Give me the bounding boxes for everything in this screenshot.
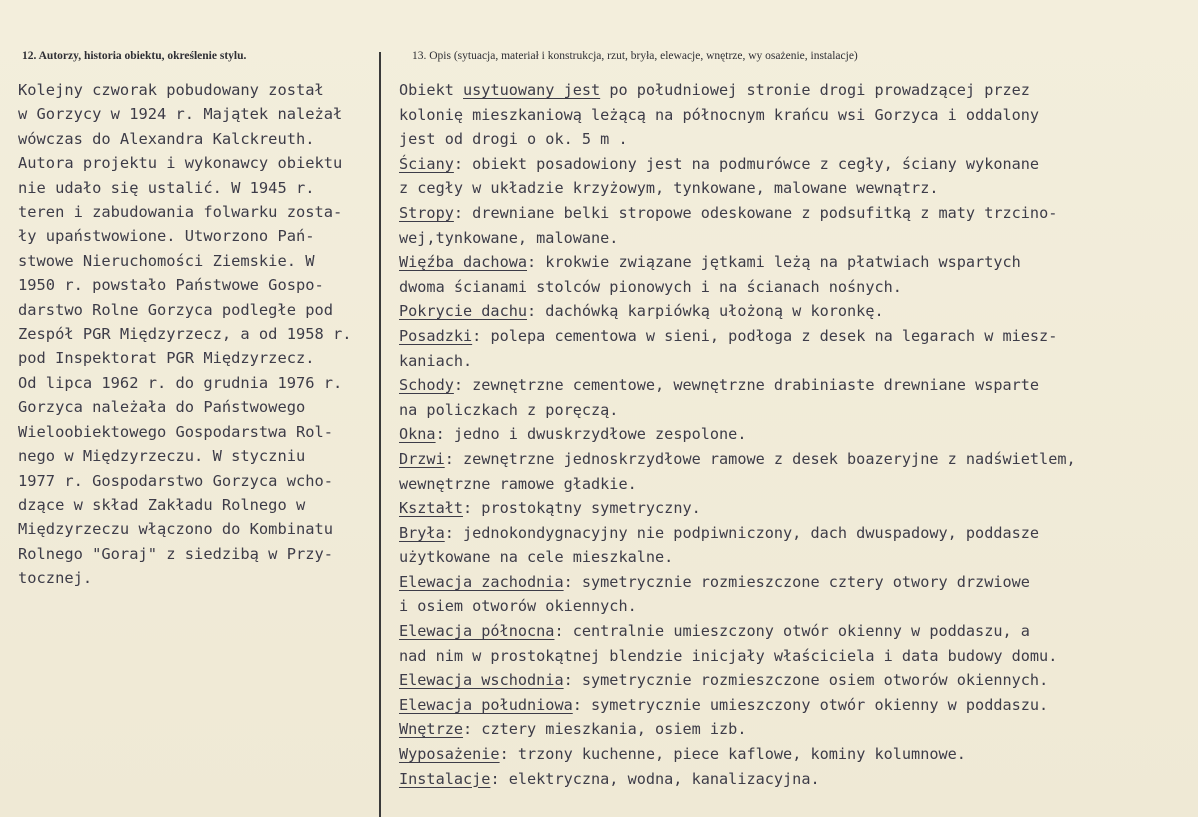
- description-line: [399, 742, 1189, 767]
- column-divider: [379, 52, 381, 817]
- entry-term: Instalacje: [399, 769, 491, 788]
- entry-text: : krokwie związane jętkami leżą na płatwiach wspartych: [527, 253, 1021, 272]
- history-line: Zespół PGR Międzyrzecz, a od 1958 r.: [18, 325, 352, 344]
- entry-text: i osiem otworów okiennych.: [399, 597, 637, 616]
- left-column-header: 12. Autorzy, historia obiektu, określenie stylu.: [22, 50, 247, 62]
- description-line: [399, 349, 1189, 374]
- entry-text: jest od drogi o ok. 5 m .: [399, 130, 628, 149]
- entry-text: po południowej stronie drogi prowadzącej przez: [600, 81, 1030, 99]
- description-entry: [399, 570, 1189, 619]
- description-line: [399, 127, 1189, 152]
- entry-text: : symetrycznie rozmieszczone cztery otwory drzwiowe: [563, 572, 1030, 591]
- description-line: [399, 398, 1189, 423]
- history-line: Od lipca 1962 r. do grudnia 1976 r.: [18, 373, 343, 392]
- description-line: [399, 152, 1189, 177]
- history-line: Autora projektu i wykonawcy obiektu: [18, 154, 343, 173]
- description-line: [399, 594, 1189, 619]
- description-line: [399, 668, 1189, 693]
- entry-text: na policzkach z poręczą.: [399, 400, 619, 419]
- description-line: [399, 570, 1189, 595]
- entry-term: Elewacja zachodnia: [399, 572, 564, 591]
- description-line: [399, 767, 1189, 792]
- description-text: [399, 78, 1189, 791]
- entry-term: Pokrycie dachu: [399, 302, 528, 321]
- description-line: [399, 717, 1189, 742]
- description-line: [399, 545, 1189, 570]
- history-text: [18, 78, 376, 591]
- description-entry: [399, 521, 1189, 570]
- description-line: [399, 299, 1189, 324]
- entry-term: Posadzki: [399, 326, 473, 345]
- right-column-header: 13. Opis (sytuacja, materiał i konstrukcja, rzut, bryła, elewacje, wnętrze, wy osażenie, instalacje): [412, 50, 858, 62]
- description-line: [399, 78, 1189, 103]
- history-line: stwowe Nieruchomości Ziemskie. W: [18, 251, 315, 270]
- entry-text: kolonię mieszkaniową leżącą na północnym krańcu wsi Gorzyca i oddalony: [399, 105, 1040, 124]
- entry-text: : prostokątny symetryczny.: [463, 499, 701, 518]
- description-entry: [399, 299, 1189, 324]
- entry-text: : trzony kuchenne, piece kaflowe, kominy kolumnowe.: [499, 745, 966, 764]
- description-line: [399, 275, 1189, 300]
- history-line: Wieloobiektowego Gospodarstwa Rol-: [18, 422, 334, 441]
- history-line: teren i zabudowania folwarku zosta-: [18, 203, 343, 222]
- entry-term: Schody: [399, 376, 454, 395]
- history-line: 1950 r. powstało Państwowe Gospo-: [18, 276, 324, 295]
- history-line: tocznej.: [18, 569, 93, 588]
- history-line: Gorzyca należała do Państwowego: [18, 398, 306, 417]
- entry-term: Więźba dachowa: [399, 253, 528, 272]
- description-entry: [399, 373, 1189, 422]
- entry-term: Elewacja południowa: [399, 695, 573, 714]
- description-line: [399, 250, 1189, 275]
- entry-text: dwoma ścianami stolców pionowych i na ścianach nośnych.: [399, 277, 902, 296]
- entry-text: : symetrycznie umieszczony otwór okienny w poddaszu.: [572, 695, 1049, 714]
- description-line: [399, 373, 1189, 398]
- description-line: [399, 103, 1189, 128]
- history-line: darstwo Rolne Gorzyca podległe pod: [18, 300, 334, 319]
- description-entry: [399, 693, 1189, 718]
- history-line: Rolnego "Goraj" z siedzibą w Przy-: [18, 544, 334, 563]
- entry-text: : elektryczna, wodna, kanalizacyjna.: [490, 769, 820, 788]
- entry-term: Bryła: [399, 523, 445, 542]
- description-line: [399, 693, 1189, 718]
- entry-term: Ściany: [399, 154, 454, 173]
- description-line: [399, 226, 1189, 251]
- description-line: [399, 521, 1189, 546]
- entry-term: Wyposażenie: [399, 745, 500, 764]
- entry-text: : centralnie umieszczony otwór okienny w poddaszu, a: [554, 622, 1030, 641]
- entry-text: wewnętrzne ramowe gładkie.: [399, 474, 637, 493]
- description-line: [399, 447, 1189, 472]
- entry-term: Drzwi: [399, 449, 445, 468]
- description-entry: [399, 619, 1189, 668]
- entry-prefix: Obiekt: [399, 81, 464, 99]
- description-entry: [399, 201, 1189, 250]
- entry-text: : jedno i dwuskrzydłowe zespolone.: [435, 425, 747, 444]
- description-entry: [399, 496, 1189, 521]
- description-entry: [399, 767, 1189, 792]
- entry-term: Stropy: [399, 203, 454, 222]
- entry-term: Wnętrze: [399, 720, 464, 739]
- entry-text: : dachówką karpiówką ułożoną w koronkę.: [527, 302, 884, 321]
- description-entry: [399, 422, 1189, 447]
- description-entry: [399, 78, 1189, 152]
- entry-text: : obiekt posadowiony jest na podmurówce z cegły, ściany wykonane: [453, 154, 1040, 173]
- history-line: w Gorzycy w 1924 r. Majątek należał: [18, 105, 343, 124]
- description-entry: [399, 742, 1189, 767]
- history-line: Międzyrzeczu włączono do Kombinatu: [18, 520, 334, 539]
- description-line: [399, 619, 1189, 644]
- description-line: [399, 201, 1189, 226]
- description-line: [399, 472, 1189, 497]
- history-line: nie udało się ustalić. W 1945 r.: [18, 178, 315, 197]
- description-entry: [399, 250, 1189, 299]
- history-line: dzące w skład Zakładu Rolnego w: [18, 495, 306, 514]
- history-line: 1977 r. Gospodarstwo Gorzyca wcho-: [18, 471, 334, 490]
- description-entry: [399, 447, 1189, 496]
- entry-text: nad nim w prostokątnej blendzie inicjały właściciela i data budowy domu.: [399, 646, 1058, 665]
- history-line: wówczas do Alexandra Kalckreuth.: [18, 129, 315, 148]
- description-entry: [399, 324, 1189, 373]
- description-line: [399, 176, 1189, 201]
- entry-term: Elewacja północna: [399, 622, 555, 641]
- entry-term: Okna: [399, 425, 436, 444]
- description-entry: [399, 152, 1189, 201]
- entry-text: z cegły w układzie krzyżowym, tynkowane, malowane wewnątrz.: [399, 179, 939, 198]
- entry-text: : cztery mieszkania, osiem izb.: [463, 720, 747, 739]
- entry-term: Kształt: [399, 499, 464, 518]
- entry-text: : symetrycznie rozmieszczone osiem otworów okiennych.: [563, 671, 1049, 690]
- description-entry: [399, 717, 1189, 742]
- entry-text: kaniach.: [399, 351, 473, 370]
- history-line: nego w Międzyrzeczu. W styczniu: [18, 447, 306, 466]
- history-line: pod Inspektorat PGR Międzyrzecz.: [18, 349, 315, 368]
- description-entry: [399, 668, 1189, 693]
- description-line: [399, 324, 1189, 349]
- entry-text: : zewnętrzne cementowe, wewnętrzne drabiniaste drewniane wsparte: [453, 376, 1040, 395]
- entry-text: wej,tynkowane, malowane.: [399, 228, 619, 247]
- entry-text: : jednokondygnacyjny nie podpiwniczony, dach dwuspadowy, poddasze: [444, 523, 1040, 542]
- entry-text: : polepa cementowa w sieni, podłoga z desek na legarach w miesz-: [472, 326, 1058, 345]
- entry-text: : zewnętrzne jednoskrzydłowe ramowe z desek boazeryjne z nadświetlem,: [444, 449, 1076, 468]
- entry-text: użytkowane na cele mieszkalne.: [399, 548, 674, 567]
- entry-text: : drewniane belki stropowe odeskowane z podsufitką z maty trzcino-: [453, 203, 1058, 222]
- history-line: Kolejny czworak pobudowany został: [18, 81, 324, 99]
- history-line: ły upaństwowione. Utworzono Pań-: [18, 227, 315, 246]
- entry-term: Elewacja wschodnia: [399, 671, 564, 690]
- entry-term: usytuowany jest: [463, 81, 601, 99]
- description-line: [399, 422, 1189, 447]
- description-line: [399, 644, 1189, 669]
- description-line: [399, 496, 1189, 521]
